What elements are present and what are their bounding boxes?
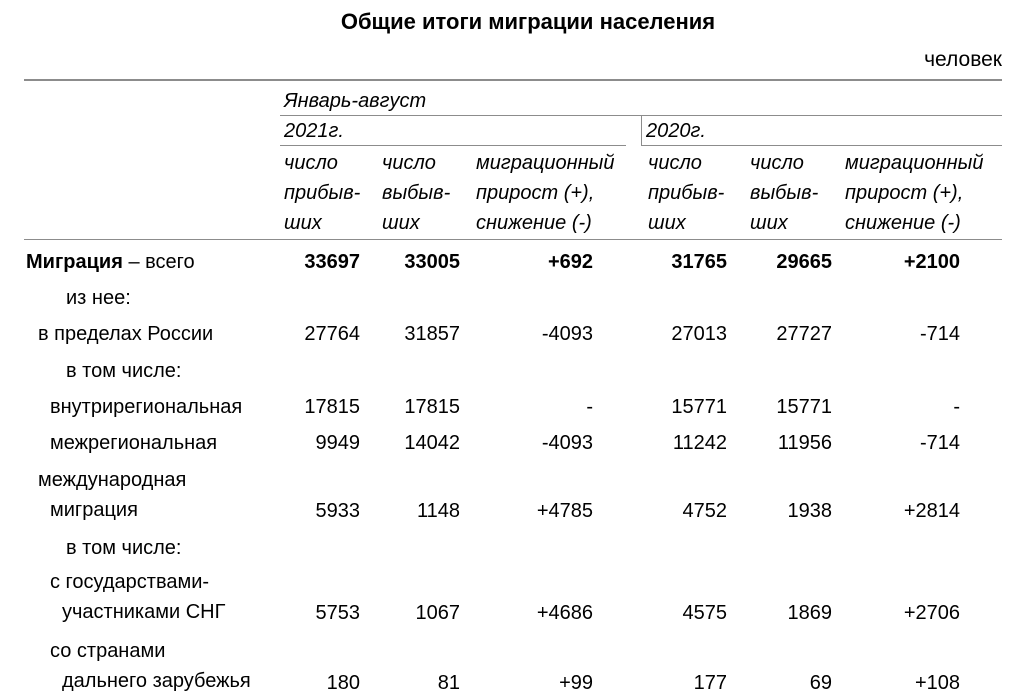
cell-intraregional-2020-arrived: 15771 — [671, 396, 727, 418]
cell-total-2020-balance: +2100 — [903, 251, 960, 273]
col-2020-balance-header: миграционный прирост (+), снижение (-) — [845, 152, 984, 234]
cell-interregional-2020-departed: 11956 — [777, 432, 832, 454]
cell-intraregional-2020-balance: - — [953, 396, 960, 418]
row-label-cis: с государствами- участниками СНГ — [50, 571, 226, 623]
cell-far-abroad-2021-arrived: 180 — [326, 672, 360, 694]
cell-interregional-2021-balance: -4093 — [541, 432, 593, 454]
cell-interregional-2021-arrived: 9949 — [315, 432, 360, 454]
header-bottom-rule — [24, 239, 1002, 240]
cell-international-2020-departed: 1938 — [787, 500, 832, 522]
cell-international-2021-arrived: 5933 — [315, 500, 360, 522]
year-separator — [641, 116, 642, 146]
cell-within-russia-2020-departed: 27727 — [776, 323, 832, 345]
cell-international-2021-departed: 1148 — [416, 500, 460, 522]
cell-international-2021-balance: +4785 — [536, 500, 593, 522]
cell-intraregional-2021-balance: - — [586, 396, 593, 418]
year-2020-underline — [641, 145, 1002, 146]
cell-within-russia-2021-balance: -4093 — [541, 323, 593, 345]
cell-intraregional-2021-arrived: 17815 — [304, 396, 360, 418]
cell-cis-2020-balance: +2706 — [903, 602, 960, 624]
cell-international-2020-arrived: 4752 — [682, 500, 727, 522]
year-2020-header: 2020г. — [646, 120, 706, 142]
cell-within-russia-2021-arrived: 27764 — [304, 323, 360, 345]
year-2021-underline — [280, 145, 626, 146]
cell-total-2020-departed: 29665 — [776, 251, 832, 273]
cell-intraregional-2020-departed: 15771 — [776, 396, 832, 418]
cell-far-abroad-2021-departed: 81 — [437, 672, 460, 694]
cell-total-2021-balance: +692 — [547, 251, 593, 273]
cell-far-abroad-2020-departed: 69 — [809, 672, 832, 694]
col-2020-arrived-header: число прибыв- ших — [648, 152, 725, 234]
col-2021-arrived-header: число прибыв- ших — [284, 152, 361, 234]
cell-cis-2021-balance: +4686 — [536, 602, 593, 624]
cell-cis-2021-departed: 1067 — [415, 602, 460, 624]
cell-total-2021-departed: 33005 — [404, 251, 460, 273]
cell-far-abroad-2020-balance: +108 — [914, 672, 960, 694]
cell-interregional-2021-departed: 14042 — [404, 432, 460, 454]
cell-total-2021-arrived: 33697 — [304, 251, 360, 273]
cell-within-russia-2020-balance: -714 — [919, 323, 960, 345]
top-rule — [24, 79, 1002, 81]
col-2021-balance-header: миграционный прирост (+), снижение (-) — [476, 152, 615, 234]
row-label-total: Миграция – всего — [26, 251, 195, 273]
cell-interregional-2020-arrived: 11242 — [672, 432, 727, 454]
cell-far-abroad-2021-balance: +99 — [559, 672, 593, 694]
row-label-interregional: межрегиональная — [50, 432, 218, 454]
row-label-of-which: из нее: — [66, 287, 131, 309]
row-label-including-2: в том числе: — [66, 537, 182, 559]
cell-within-russia-2020-arrived: 27013 — [671, 323, 727, 345]
col-2021-departed-header: число выбыв- ших — [382, 152, 451, 234]
cell-far-abroad-2020-arrived: 177 — [693, 672, 727, 694]
cell-cis-2021-arrived: 5753 — [315, 602, 360, 624]
unit-label: человек — [924, 48, 1002, 71]
year-2021-header: 2021г. — [284, 120, 344, 142]
table-title: Общие итоги миграции населения — [340, 9, 716, 34]
row-label-far-abroad: со странами дальнего зарубежья — [50, 640, 251, 692]
cell-within-russia-2021-departed: 31857 — [404, 323, 460, 345]
row-label-international: международная миграция — [38, 469, 187, 521]
cell-international-2020-balance: +2814 — [903, 500, 960, 522]
period-header: Январь-август — [284, 90, 427, 112]
cell-intraregional-2021-departed: 17815 — [404, 396, 460, 418]
cell-total-2020-arrived: 31765 — [671, 251, 727, 273]
row-label-within-russia: в пределах России — [38, 323, 214, 345]
cell-interregional-2020-balance: -714 — [919, 432, 960, 454]
col-2020-departed-header: число выбыв- ших — [750, 152, 819, 234]
cell-cis-2020-departed: 1869 — [787, 602, 832, 624]
cell-cis-2020-arrived: 4575 — [682, 602, 727, 624]
row-label-including-1: в том числе: — [66, 360, 182, 382]
row-label-intraregional: внутрирегиональная — [50, 396, 243, 418]
